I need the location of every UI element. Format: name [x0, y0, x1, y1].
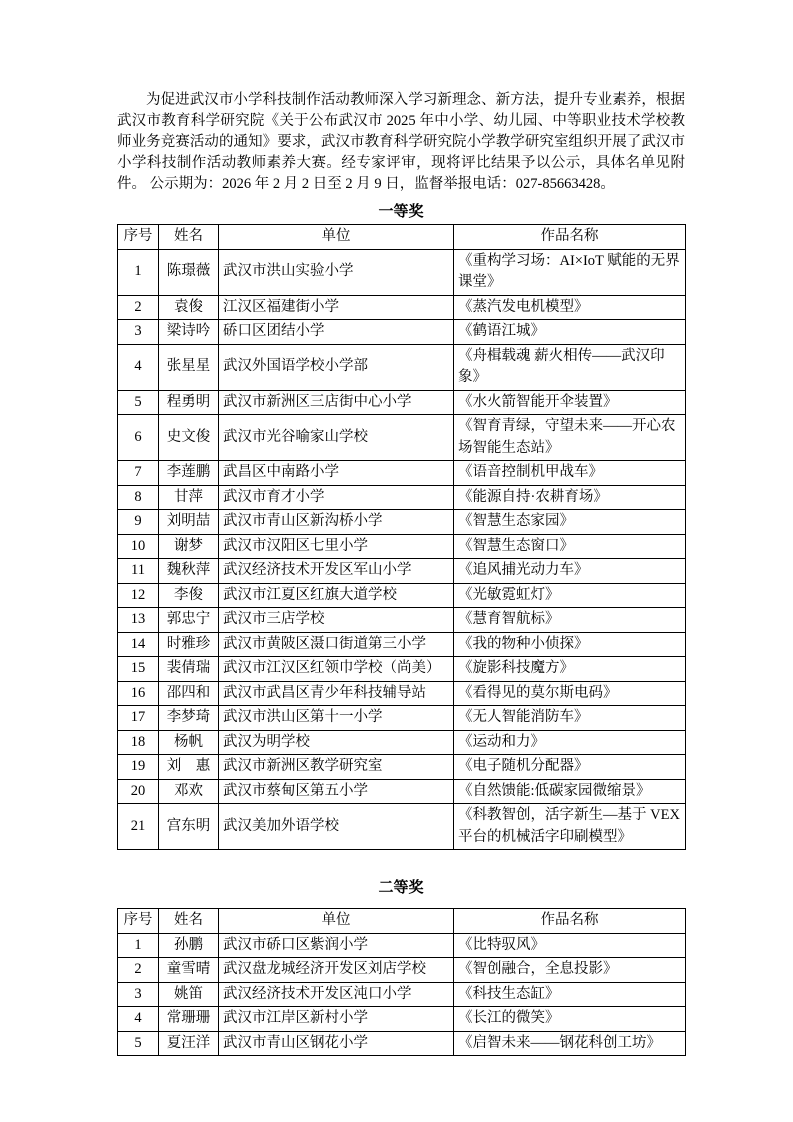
- cell-teacher-name: 李俊: [159, 583, 219, 608]
- cell-work-title: 《科技生态缸》: [454, 982, 686, 1007]
- cell-serial-number: 1: [118, 933, 159, 958]
- cell-serial-number: 6: [118, 415, 159, 461]
- cell-work-title: 《鹤语江城》: [454, 320, 686, 345]
- cell-work-title: 《比特驭风》: [454, 933, 686, 958]
- second-prize-heading: 二等奖: [378, 880, 424, 896]
- column-header: 姓名: [159, 225, 219, 250]
- column-header: 作品名称: [454, 909, 686, 934]
- table-row: [118, 681, 686, 706]
- section-second-prize: [117, 877, 685, 1056]
- cell-work-title: 《智创融合，全息投影》: [454, 958, 686, 983]
- cell-serial-number: 5: [118, 390, 159, 415]
- cell-work-title: 《我的物种小侦探》: [454, 632, 686, 657]
- cell-serial-number: 14: [118, 632, 159, 657]
- cell-teacher-name: 甘萍: [159, 485, 219, 510]
- cell-work-title: 《无人智能消防车》: [454, 706, 686, 731]
- cell-teacher-name: 童雪晴: [159, 958, 219, 983]
- cell-unit: 武汉盘龙城经济开发区刘店学校: [219, 958, 454, 983]
- cell-work-title: 《科教智创，活字新生—基于 VEX 平台的机械活字印刷模型》: [454, 804, 686, 850]
- cell-teacher-name: 邵四和: [159, 681, 219, 706]
- cell-teacher-name: 李梦琦: [159, 706, 219, 731]
- cell-teacher-name: 裴倩瑞: [159, 657, 219, 682]
- cell-teacher-name: 时雅珍: [159, 632, 219, 657]
- cell-work-title: 《水火箭智能开伞装置》: [454, 390, 686, 415]
- cell-serial-number: 18: [118, 730, 159, 755]
- cell-teacher-name: 常珊珊: [159, 1007, 219, 1032]
- cell-unit: 武汉市新洲区三店街中心小学: [219, 390, 454, 415]
- cell-serial-number: 10: [118, 534, 159, 559]
- cell-serial-number: 19: [118, 755, 159, 780]
- cell-teacher-name: 邓欢: [159, 779, 219, 804]
- cell-unit: 武昌区中南路小学: [219, 461, 454, 486]
- cell-teacher-name: 孙鹏: [159, 933, 219, 958]
- cell-teacher-name: 宫东明: [159, 804, 219, 850]
- table-row: [118, 657, 686, 682]
- cell-work-title: 《运动和力》: [454, 730, 686, 755]
- cell-work-title: 《智慧生态窗口》: [454, 534, 686, 559]
- cell-serial-number: 4: [118, 344, 159, 390]
- first-prize-table: [117, 224, 686, 850]
- cell-work-title: 《智慧生态家园》: [454, 510, 686, 535]
- cell-serial-number: 13: [118, 608, 159, 633]
- table-row: [118, 608, 686, 633]
- table-row: [118, 779, 686, 804]
- second-prize-table: [117, 908, 686, 1056]
- cell-unit: 武汉市育才小学: [219, 485, 454, 510]
- column-header: 姓名: [159, 909, 219, 934]
- table-row: [118, 534, 686, 559]
- column-header: 序号: [118, 225, 159, 250]
- cell-teacher-name: 郭忠宁: [159, 608, 219, 633]
- cell-work-title: 《电子随机分配器》: [454, 755, 686, 780]
- table-row: [118, 485, 686, 510]
- cell-teacher-name: 夏汪洋: [159, 1031, 219, 1056]
- header-row: [118, 909, 686, 934]
- cell-teacher-name: 程勇明: [159, 390, 219, 415]
- column-header: 单位: [219, 225, 454, 250]
- cell-teacher-name: 李莲鹏: [159, 461, 219, 486]
- cell-serial-number: 9: [118, 510, 159, 535]
- cell-unit: 武汉市黄陂区滠口街道第三小学: [219, 632, 454, 657]
- cell-teacher-name: 史文俊: [159, 415, 219, 461]
- cell-serial-number: 2: [118, 295, 159, 320]
- first-prize-heading: 一等奖: [378, 204, 424, 220]
- table-row: [118, 958, 686, 983]
- cell-unit: 武汉为明学校: [219, 730, 454, 755]
- cell-unit: 武汉市青山区新沟桥小学: [219, 510, 454, 535]
- cell-teacher-name: 梁诗吟: [159, 320, 219, 345]
- cell-work-title: 《舟楫载魂 薪火相传——武汉印象》: [454, 344, 686, 390]
- cell-serial-number: 4: [118, 1007, 159, 1032]
- cell-unit: 武汉市江夏区红旗大道学校: [219, 583, 454, 608]
- cell-teacher-name: 杨帆: [159, 730, 219, 755]
- cell-unit: 武汉市青山区钢花小学: [219, 1031, 454, 1056]
- cell-serial-number: 5: [118, 1031, 159, 1056]
- cell-work-title: 《看得见的莫尔斯电码》: [454, 681, 686, 706]
- cell-work-title: 《智育青绿，守望未来——开心农场智能生态站》: [454, 415, 686, 461]
- cell-serial-number: 20: [118, 779, 159, 804]
- cell-unit: 武汉市洪山实验小学: [219, 249, 454, 295]
- cell-unit: 武汉市三店学校: [219, 608, 454, 633]
- cell-serial-number: 16: [118, 681, 159, 706]
- table-row: [118, 461, 686, 486]
- cell-work-title: 《旋影科技魔方》: [454, 657, 686, 682]
- table-row: [118, 583, 686, 608]
- cell-serial-number: 15: [118, 657, 159, 682]
- cell-unit: 武汉市硚口区紫润小学: [219, 933, 454, 958]
- cell-unit: 武汉经济技术开发区沌口小学: [219, 982, 454, 1007]
- table-row: [118, 1007, 686, 1032]
- intro-paragraph: 为促进武汉市小学科技制作活动教师深入学习新理念、新方法，提升专业素养，根据武汉市教育科学研究院《关于公布武汉市 2025 年中小学、幼儿园、中等职业技术学校教师业务竞赛活动的通知》要求，武汉市教育科学研究院小学教学研究室组织开展了武汉市小学科技制作活动教师素养大赛。经专家评审，现将评比结果予以公示，具体名单见附件。 公示期为：2026 年 2 月 2 日至 2 月 9 日，监督举报电话：027-85663428。: [117, 92, 685, 192]
- cell-unit: 武汉市蔡甸区第五小学: [219, 779, 454, 804]
- cell-serial-number: 8: [118, 485, 159, 510]
- cell-teacher-name: 陈璟薇: [159, 249, 219, 295]
- column-header: 单位: [219, 909, 454, 934]
- cell-serial-number: 7: [118, 461, 159, 486]
- cell-unit: 武汉市新洲区教学研究室: [219, 755, 454, 780]
- table-row: [118, 295, 686, 320]
- cell-work-title: 《慧育智航标》: [454, 608, 686, 633]
- cell-serial-number: 12: [118, 583, 159, 608]
- cell-teacher-name: 张星星: [159, 344, 219, 390]
- table-row: [118, 706, 686, 731]
- cell-serial-number: 2: [118, 958, 159, 983]
- table-row: [118, 344, 686, 390]
- cell-unit: 武汉市江岸区新村小学: [219, 1007, 454, 1032]
- table-row: [118, 1031, 686, 1056]
- cell-work-title: 《重构学习场：AI×IoT 赋能的无界课堂》: [454, 249, 686, 295]
- cell-serial-number: 3: [118, 320, 159, 345]
- cell-work-title: 《启智未来——钢花科创工坊》: [454, 1031, 686, 1056]
- table-row: [118, 510, 686, 535]
- cell-work-title: 《长江的微笑》: [454, 1007, 686, 1032]
- cell-work-title: 《能源自持·农耕育场》: [454, 485, 686, 510]
- cell-teacher-name: 魏秋萍: [159, 559, 219, 584]
- cell-unit: 武汉市江汉区红领巾学校（尚美）: [219, 657, 454, 682]
- cell-unit: 江汉区福建街小学: [219, 295, 454, 320]
- cell-teacher-name: 刘明喆: [159, 510, 219, 535]
- cell-work-title: 《语音控制机甲战车》: [454, 461, 686, 486]
- cell-teacher-name: 袁俊: [159, 295, 219, 320]
- cell-unit: 武汉市武昌区青少年科技辅导站: [219, 681, 454, 706]
- cell-work-title: 《追风捕光动力车》: [454, 559, 686, 584]
- section-first-prize: [117, 201, 685, 850]
- cell-work-title: 《光敏霓虹灯》: [454, 583, 686, 608]
- table-row: [118, 982, 686, 1007]
- table-row: [118, 804, 686, 850]
- cell-unit: 武汉经济技术开发区军山小学: [219, 559, 454, 584]
- cell-unit: 武汉市光谷喻家山学校: [219, 415, 454, 461]
- table-row: [118, 320, 686, 345]
- table-row: [118, 390, 686, 415]
- cell-unit: 武汉外国语学校小学部: [219, 344, 454, 390]
- table-row: [118, 755, 686, 780]
- cell-serial-number: 11: [118, 559, 159, 584]
- table-row: [118, 559, 686, 584]
- cell-unit: 武汉市洪山区第十一小学: [219, 706, 454, 731]
- cell-teacher-name: 姚笛: [159, 982, 219, 1007]
- cell-unit: 硚口区团结小学: [219, 320, 454, 345]
- cell-work-title: 《自然馈能:低碳家园微缩景》: [454, 779, 686, 804]
- cell-serial-number: 3: [118, 982, 159, 1007]
- table-row: [118, 632, 686, 657]
- header-row: [118, 225, 686, 250]
- cell-serial-number: 21: [118, 804, 159, 850]
- table-row: [118, 933, 686, 958]
- column-header: 序号: [118, 909, 159, 934]
- cell-serial-number: 17: [118, 706, 159, 731]
- cell-work-title: 《蒸汽发电机模型》: [454, 295, 686, 320]
- cell-serial-number: 1: [118, 249, 159, 295]
- cell-unit: 武汉美加外语学校: [219, 804, 454, 850]
- table-row: [118, 249, 686, 295]
- cell-teacher-name: 刘 惠: [159, 755, 219, 780]
- cell-teacher-name: 谢梦: [159, 534, 219, 559]
- cell-unit: 武汉市汉阳区七里小学: [219, 534, 454, 559]
- table-row: [118, 415, 686, 461]
- table-row: [118, 730, 686, 755]
- column-header: 作品名称: [454, 225, 686, 250]
